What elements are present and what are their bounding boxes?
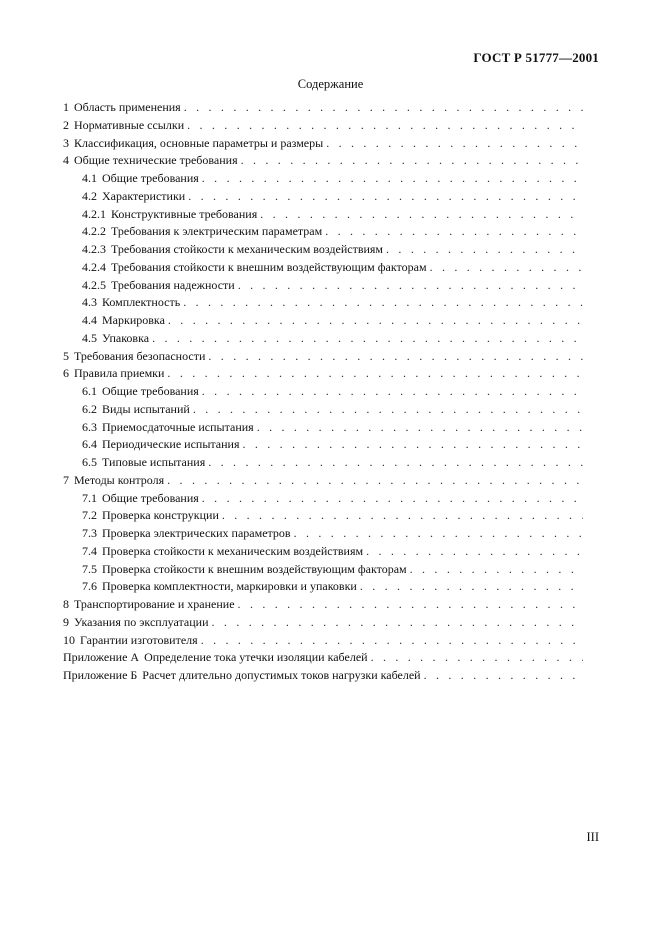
toc-entry-number: 7 — [63, 472, 69, 487]
toc-entry — [63, 543, 583, 561]
toc-entry-title: Определение тока утечки изоляции кабелей — [144, 650, 368, 665]
toc-entry-number: 4.1 — [82, 171, 97, 185]
dot-leader — [371, 649, 583, 667]
toc-entry-title: Периодические испытания — [102, 437, 240, 452]
dot-leader — [257, 419, 583, 437]
dot-leader — [386, 241, 583, 259]
toc-entry-title: Требования надежности — [111, 277, 235, 292]
toc-entry-number: 4.2 — [82, 188, 97, 203]
toc-entry-title: Конструктивные требования — [111, 206, 258, 221]
toc-entry-number: 7.6 — [82, 579, 97, 594]
toc-entry — [63, 525, 583, 543]
standard-designation: ГОСТ Р 51777—2001 — [473, 50, 599, 65]
toc-entry-title: Область применения — [74, 100, 181, 114]
toc-entry-number: 5 — [63, 348, 69, 363]
dot-leader — [202, 490, 583, 508]
toc-entry-title: Классификация, основные параметры и размеры — [74, 135, 324, 150]
toc-entry-title: Проверка стойкости к механическим воздействиям — [102, 543, 364, 558]
toc-entry — [63, 152, 583, 170]
toc-entry — [63, 365, 583, 383]
toc-entry — [63, 649, 583, 667]
toc-entry — [63, 99, 583, 117]
toc-entry-title: Общие технические требования — [74, 153, 238, 168]
toc-entry-number: 4.2.5 — [82, 277, 106, 292]
toc-entry-title: Комплектность — [102, 295, 181, 310]
toc-entry-title: Транспортирование и хранение — [74, 597, 235, 611]
toc-entry — [63, 667, 583, 685]
toc-entry-number: 1 — [63, 100, 69, 114]
dot-leader — [202, 383, 583, 401]
toc-entry-number: 4 — [63, 153, 69, 168]
toc-entry-title: Расчет длительно допустимых токов нагрузки кабелей — [142, 668, 421, 682]
toc-entry — [63, 561, 583, 579]
dot-leader — [222, 507, 583, 525]
toc-entry-title: Проверка конструкции — [102, 508, 219, 523]
toc-entry-title: Типовые испытания — [102, 455, 206, 469]
dot-leader — [241, 152, 583, 170]
dot-leader — [326, 135, 583, 153]
dot-leader — [238, 277, 583, 295]
toc-entry-number: 6.5 — [82, 455, 97, 469]
toc-entry — [63, 472, 583, 490]
toc-entry — [63, 614, 583, 632]
toc-entry-number: 4.2.2 — [82, 224, 106, 239]
toc-entry-number: 9 — [63, 614, 69, 629]
toc-entry-number: 7.4 — [82, 543, 97, 558]
toc-entry-number: 7.5 — [82, 561, 97, 576]
toc-entry — [63, 330, 583, 348]
toc-entry — [63, 135, 583, 153]
dot-leader — [184, 99, 583, 117]
dot-leader — [212, 614, 583, 632]
dot-leader — [366, 543, 583, 561]
dot-leader — [152, 330, 583, 348]
toc-entry-title: Гарантии изготовителя — [80, 632, 198, 647]
toc-entry — [63, 206, 583, 224]
toc-entry-number: 10 — [63, 632, 75, 647]
toc-entry-number: 6.2 — [82, 401, 97, 416]
toc-entry-number: 4.5 — [82, 330, 97, 345]
toc-entry-title: Требования к электрическим параметрам — [111, 224, 323, 239]
toc-entry-title: Требования безопасности — [74, 348, 206, 363]
toc-entry-title: Требования стойкости к внешним воздействующим факторам — [111, 259, 427, 274]
dot-leader — [202, 170, 583, 188]
toc-entry — [63, 117, 583, 135]
dot-leader — [201, 632, 583, 650]
dot-leader — [430, 259, 583, 277]
toc-entry — [63, 578, 583, 596]
toc-entry — [63, 490, 583, 508]
toc-entry — [63, 436, 583, 454]
toc-entry-title: Общие требования — [102, 490, 199, 505]
toc-entry-title: Маркировка — [102, 313, 165, 327]
toc-entry — [63, 454, 583, 472]
toc-entry-number: 8 — [63, 597, 69, 611]
dot-leader — [260, 206, 583, 224]
dot-leader — [360, 578, 583, 596]
dot-leader — [208, 348, 583, 366]
dot-leader — [325, 223, 583, 241]
toc-entry-number: Приложение Б — [63, 668, 138, 682]
toc-entry-number: 6 — [63, 366, 69, 381]
toc-entry-number: 4.2.4 — [82, 259, 106, 274]
toc-entry-number: Приложение А — [63, 650, 140, 665]
dot-leader — [242, 436, 583, 454]
toc-entry-title: Характеристики — [102, 188, 186, 203]
toc-entry-title: Проверка электрических параметров — [102, 526, 291, 540]
toc-entry-number: 7.3 — [82, 526, 97, 540]
toc-entry-title: Виды испытаний — [102, 401, 190, 416]
dot-leader — [187, 117, 583, 135]
toc-entry — [63, 170, 583, 188]
toc-entry-number: 2 — [63, 117, 69, 132]
toc-entry-title: Общие требования — [102, 384, 199, 398]
toc-entry-number: 7.2 — [82, 508, 97, 523]
toc-entry — [63, 188, 583, 206]
toc-entry-title: Проверка стойкости к внешним воздействующим факторам — [102, 561, 407, 576]
toc-entry-title: Правила приемки — [74, 366, 165, 381]
toc-entry — [63, 632, 583, 650]
toc-entry — [63, 383, 583, 401]
toc-entry — [63, 596, 583, 614]
dot-leader — [424, 667, 583, 685]
dot-leader — [188, 188, 583, 206]
dot-leader — [238, 596, 583, 614]
dot-leader — [167, 472, 583, 490]
toc-entry-number: 3 — [63, 135, 69, 150]
toc-entry-number: 6.3 — [82, 419, 97, 434]
toc-title: Содержание — [297, 77, 364, 91]
dot-leader — [294, 525, 583, 543]
toc-entry — [63, 259, 583, 277]
toc-entry-number: 4.4 — [82, 313, 97, 327]
toc-entry-title: Указания по эксплуатации — [74, 614, 209, 629]
toc-entry — [63, 277, 583, 295]
dot-leader — [410, 561, 583, 579]
toc-entry-title: Проверка комплектности, маркировки и упаковки — [102, 579, 357, 594]
toc-entry — [63, 348, 583, 366]
toc-entry-title: Нормативные ссылки — [74, 117, 185, 132]
toc-entry-title: Требования стойкости к механическим воздействиям — [111, 242, 384, 256]
toc-entry-number: 7.1 — [82, 490, 97, 505]
toc-entry-title: Упаковка — [102, 330, 150, 345]
toc-entry — [63, 312, 583, 330]
toc-entry-number: 6.4 — [82, 437, 97, 452]
toc-entry-number: 4.2.1 — [82, 206, 106, 221]
page-number: III — [586, 830, 599, 844]
dot-leader — [208, 454, 583, 472]
dot-leader — [168, 312, 583, 330]
toc-entry — [63, 507, 583, 525]
table-of-contents — [63, 99, 583, 685]
dot-leader — [183, 294, 583, 312]
toc-entry-number: 6.1 — [82, 384, 97, 398]
dot-leader — [193, 401, 583, 419]
toc-entry-title: Приемосдаточные испытания — [102, 419, 254, 434]
toc-entry — [63, 241, 583, 259]
toc-entry-number: 4.3 — [82, 295, 97, 310]
toc-entry-title: Методы контроля — [74, 472, 165, 487]
toc-entry — [63, 401, 583, 419]
toc-entry — [63, 294, 583, 312]
toc-entry — [63, 419, 583, 437]
toc-entry-title: Общие требования — [102, 171, 199, 185]
toc-entry — [63, 223, 583, 241]
dot-leader — [167, 365, 583, 383]
toc-entry-number: 4.2.3 — [82, 242, 106, 256]
